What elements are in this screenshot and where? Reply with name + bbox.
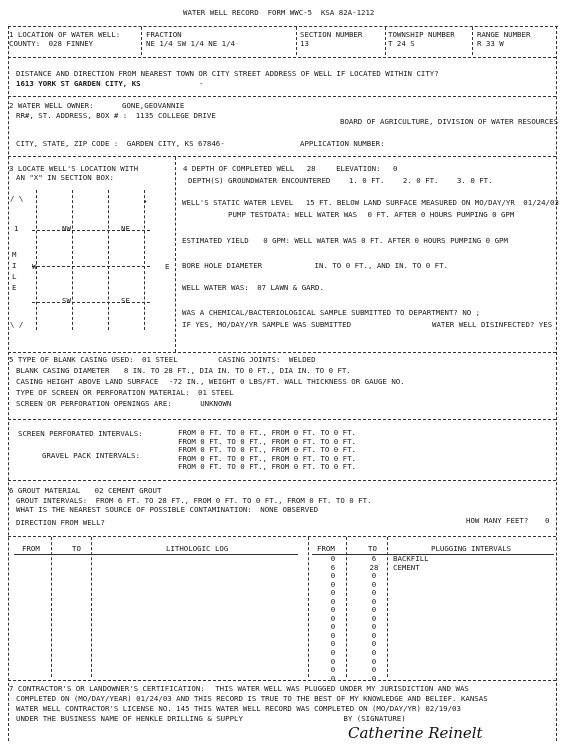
city-line xyxy=(16,140,225,149)
openings-label: SCREEN OR PERFORATION OPENINGS ARE: xyxy=(16,399,172,408)
plug-to-header: TO xyxy=(368,544,377,553)
plug-to-cell: 0 xyxy=(371,588,377,598)
sample-question-2: IF YES, MO/DAY/YR SAMPLE WAS SUBMITTED xyxy=(182,320,352,329)
owner-line xyxy=(9,102,184,111)
pump-label: PUMP TESTDATA: WELL WATER WAS xyxy=(228,210,358,219)
s7-top-rule xyxy=(8,680,556,681)
pump-line xyxy=(228,211,514,220)
quadrant-nw: NW xyxy=(62,224,71,233)
plug-to-cell: 0 xyxy=(371,579,377,589)
address-label: RR#, ST. ADDRESS, BOX # : xyxy=(16,111,128,120)
by-signature-label: BY (SIGNATURE) xyxy=(343,714,406,723)
plug-desc-cell: BACKFILL xyxy=(393,554,429,563)
plugging-header: PLUGGING INTERVALS xyxy=(431,544,512,553)
groundwater-1: 1. 0 FT. xyxy=(348,176,385,185)
how-many-value: 0 xyxy=(545,516,550,525)
joints-label: CASING JOINTS: xyxy=(218,355,281,364)
s6-top-rule xyxy=(8,480,556,481)
screen-type-label: TYPE OF SCREEN OR PERFORATION MATERIAL: xyxy=(16,388,190,397)
section-value: 13 xyxy=(300,39,309,48)
plug-from-cell: 0 xyxy=(330,630,336,640)
township-value: T 24 S xyxy=(388,39,415,48)
diameter-label: BLANK CASING DIAMETER xyxy=(16,366,110,375)
disinfected-text: WATER WELL DISINFECTED? YES xyxy=(432,320,553,329)
section-label: SECTION NUMBER xyxy=(300,30,363,39)
completed-line: COMPLETED ON (MO/DAY/YEAR) 01/24/03 AND THIS RECORD IS TRUE TO THE BEST OF MY KNOWLEDGE AND BELIEF. KANSAS xyxy=(16,694,488,703)
used-line xyxy=(182,284,324,293)
grid-h3 xyxy=(32,302,150,303)
bore-label: BORE HOLE DIAMETER xyxy=(182,261,263,270)
compass-w: W xyxy=(32,262,37,271)
contamination-line xyxy=(16,506,318,515)
joints-value: WELDED xyxy=(288,355,316,364)
cert-text: THIS WATER WELL WAS PLUGGED UNDER MY JURISDICTION AND WAS xyxy=(215,684,469,693)
form-title-text: WATER WELL RECORD xyxy=(183,8,259,17)
range-label: RANGE NUMBER xyxy=(477,30,531,39)
casing-type-line xyxy=(9,356,316,365)
county-value: 028 FINNEY xyxy=(48,39,94,48)
depth-line xyxy=(183,165,397,174)
log-col-2 xyxy=(91,537,92,677)
locate-box-divider xyxy=(175,157,176,352)
plug-from-cell: 0 xyxy=(330,588,336,598)
screen-type-line xyxy=(16,389,234,398)
grid-corner-tl: / \ xyxy=(10,194,24,203)
casing-type-value: 01 STEEL xyxy=(142,355,178,364)
plug-to-cell: 0 xyxy=(371,622,377,632)
plug-from-cell: 0 xyxy=(330,596,336,606)
contamination-value: NONE OBSERVED xyxy=(260,505,319,514)
openings-line xyxy=(16,400,231,409)
s3-top-rule xyxy=(8,156,556,157)
grid-h1 xyxy=(32,230,150,231)
contamination-label: WHAT IS THE NEAREST SOURCE OF POSSIBLE CONTAMINATION: xyxy=(16,505,252,514)
distance-label: DISTANCE AND DIRECTION FROM NEAREST TOWN OR CITY STREET ADDRESS OF WELL IF LOCATED WITHIN CITY? xyxy=(16,69,439,78)
plug-to-cell: 0 xyxy=(371,639,377,649)
fraction-value: NE 1/4 SW 1/4 NE 1/4 xyxy=(146,39,235,48)
mile-e: E xyxy=(12,283,17,292)
plug-to-column xyxy=(366,555,382,683)
s1-divider-1 xyxy=(141,27,142,55)
plug-from-cell: 0 xyxy=(330,656,336,666)
plug-from-cell: 0 xyxy=(330,571,336,581)
grid-v4 xyxy=(143,190,148,330)
interval-rows xyxy=(178,429,356,472)
plug-from-cell: 0 xyxy=(330,648,336,658)
intervals-rule xyxy=(8,419,556,420)
interval-row: FROM 0 FT. TO 0 FT., FROM 0 FT. TO 0 FT. xyxy=(178,428,356,437)
plug-from-column xyxy=(327,555,339,683)
owner-label: 2 WATER WELL OWNER: xyxy=(9,101,94,110)
quadrant-sw: SW xyxy=(62,296,71,305)
interval-row: FROM 0 FT. TO 0 FT., FROM 0 FT. TO 0 FT. xyxy=(178,445,356,455)
business-line xyxy=(16,715,406,724)
grid-dot: • xyxy=(143,197,148,206)
diameter-value: 8 IN. TO 28 FT., DIA IN. TO 0 FT., DIA IN. TO 0 FT. xyxy=(123,366,351,375)
locate-label: 3 LOCATE WELL'S LOCATION WITH xyxy=(9,164,139,173)
county-line xyxy=(9,40,93,49)
log-col-1 xyxy=(51,537,52,677)
license-line: WATER WELL CONTRACTOR'S LICENSE NO. 145 THIS WATER WELL RECORD WAS COMPLETED ON (MO/DAY/YR) 02/19/03 xyxy=(16,704,461,713)
mile-i: I xyxy=(12,261,17,270)
s5-top-rule xyxy=(8,352,556,353)
signature: Catherine Reinelt xyxy=(348,724,483,742)
application-label: APPLICATION NUMBER: xyxy=(300,139,385,148)
lithologic-header: LITHOLOGIC LOG xyxy=(166,544,229,553)
section-grid xyxy=(14,190,174,342)
yield-value: 0 GPM: WELL WATER WAS 0 FT. AFTER 0 HOURS PUMPING 0 GPM xyxy=(263,236,508,245)
height-value: -72 IN., WEIGHT 0 LBS/FT. WALL THICKNESS OR GAUGE NO. xyxy=(168,377,405,386)
plug-to-cell: 0 xyxy=(371,571,377,581)
s2-top-rule xyxy=(8,96,556,97)
grid-one: 1 xyxy=(14,224,19,233)
township-label: TOWNSHIP NUMBER xyxy=(388,30,455,39)
plug-from-cell: 0 xyxy=(330,639,336,649)
city-label: CITY, STATE, ZIP CODE : xyxy=(16,139,119,148)
diameter-line xyxy=(16,367,351,376)
mile-m: M xyxy=(12,250,17,259)
mile-l: L xyxy=(12,272,17,281)
location-label: 1 LOCATION OF WATER WELL: xyxy=(9,30,121,39)
compass-e: E xyxy=(165,262,170,271)
plug-from-cell: 0 xyxy=(330,613,336,623)
fraction-label: FRACTION xyxy=(146,30,182,39)
sample-question: WAS A CHEMICAL/BACTERIOLOGICAL SAMPLE SUBMITTED TO DEPARTMENT? NO ; xyxy=(182,308,481,317)
log-to-header: TO xyxy=(72,544,81,553)
log-col-3 xyxy=(308,537,309,677)
plug-to-cell: 28 xyxy=(369,562,379,572)
height-label: CASING HEIGHT ABOVE LAND SURFACE xyxy=(16,377,159,386)
grout-label: 6 GROUT MATERIAL xyxy=(9,486,81,495)
casing-type-label: 5 TYPE OF BLANK CASING USED: xyxy=(9,355,134,364)
quadrant-se: SE xyxy=(121,296,130,305)
plug-desc-column xyxy=(393,555,429,572)
owner-value: GONE,GEOVANNIE xyxy=(122,101,185,110)
range-value: R 33 W xyxy=(477,39,504,48)
elevation-value: 0 xyxy=(393,164,398,173)
screen-intervals-label: SCREEN PERFORATED INTERVALS: xyxy=(18,429,143,438)
grout-intervals-value: FROM 6 FT. TO 28 FT., FROM 0 FT. TO 0 FT., FROM 0 FT. TO 0 FT. xyxy=(95,496,372,505)
groundwater-line xyxy=(188,177,493,186)
used-value: 07 LAWN & GARD. xyxy=(257,283,324,292)
bore-line xyxy=(182,262,448,271)
plug-from-cell: 0 xyxy=(330,622,336,632)
form-title xyxy=(183,9,374,18)
used-label: WELL WATER WAS: xyxy=(182,283,249,292)
depth-value: 28 xyxy=(306,164,316,173)
gravel-label: GRAVEL PACK INTERVALS: xyxy=(42,451,140,460)
direction-label: DIRECTION FROM WELL? xyxy=(16,518,105,527)
interval-row: FROM 0 FT. TO 0 FT., FROM 0 FT. TO 0 FT. xyxy=(178,462,356,472)
interval-row: FROM 0 FT. TO 0 FT., FROM 0 FT. TO 0 FT. xyxy=(178,436,356,446)
groundwater-label: DEPTH(S) GROUNDWATER ENCOUNTERED xyxy=(188,176,331,185)
s1-divider-3 xyxy=(385,27,386,55)
top-border xyxy=(8,26,558,27)
s1-divider-2 xyxy=(296,27,297,55)
log-col-4 xyxy=(346,537,347,677)
log-header-rule-right xyxy=(312,554,554,555)
log-header-rule-left xyxy=(14,554,298,555)
grout-value: 02 CEMENT GROUT xyxy=(94,486,162,495)
cert-label: 7 CONTRACTOR'S OR LANDOWNER'S CERTIFICATION: xyxy=(9,684,205,693)
screen-type-value: 01 STEEL xyxy=(198,388,234,397)
grid-v3 xyxy=(108,190,109,330)
static-line xyxy=(182,199,559,208)
yield-line xyxy=(182,237,508,246)
form-number: FORM WWC-5 xyxy=(267,8,313,17)
s1-rule xyxy=(8,57,556,58)
plug-from-cell: 0 xyxy=(330,665,336,675)
plug-to-cell: 0 xyxy=(371,613,377,623)
plug-to-cell: 0 xyxy=(371,648,377,658)
address-value: 1135 COLLEGE DRIVE xyxy=(135,111,216,120)
plug-from-cell: 0 xyxy=(330,673,336,683)
grid-v1 xyxy=(36,190,37,330)
right-border xyxy=(556,26,557,741)
address-line xyxy=(16,112,216,121)
static-value: 15 FT. BELOW LAND SURFACE MEASURED ON MO/DAY/YR xyxy=(305,198,515,207)
plug-to-cell: 0 xyxy=(371,596,377,606)
form-statute: KSA 82A-1212 xyxy=(320,8,375,17)
elevation-label: ELEVATION: xyxy=(336,164,381,173)
plug-to-cell: 0 xyxy=(371,665,377,675)
height-line xyxy=(16,378,405,387)
grout-line xyxy=(9,487,161,496)
left-border xyxy=(8,26,9,741)
locate-label-2: AN "X" IN SECTION BOX: xyxy=(16,173,114,182)
yield-label: ESTIMATED YIELD xyxy=(182,236,249,245)
how-many-label: HOW MANY FEET? xyxy=(466,516,529,525)
pump-value: 0 FT. AFTER 0 HOURS PUMPING 0 GPM xyxy=(367,210,515,219)
plug-desc-cell: CEMENT xyxy=(393,562,420,572)
plug-to-cell: 0 xyxy=(371,605,377,615)
openings-value: UNKNOWN xyxy=(200,399,232,408)
county-label: COUNTY: xyxy=(9,39,41,48)
log-from-header: FROM xyxy=(22,544,40,553)
plug-from-cell: 0 xyxy=(330,605,336,615)
plug-from-header: FROM xyxy=(317,544,335,553)
cert-line xyxy=(9,685,469,694)
bore-value: IN. TO 0 FT., AND IN. TO 0 FT. xyxy=(314,261,449,270)
static-label: WELL'S STATIC WATER LEVEL xyxy=(182,198,294,207)
plug-to-cell: 0 xyxy=(371,630,377,640)
plug-to-cell: 6 xyxy=(371,554,377,563)
mile-label xyxy=(12,249,16,293)
interval-row: FROM 0 FT. TO 0 FT., FROM 0 FT. TO 0 FT. xyxy=(178,453,356,463)
quadrant-ne: NE xyxy=(121,224,130,233)
plug-from-cell: 0 xyxy=(330,579,336,589)
distance-value: 1613 YORK ST GARDEN CITY, KS xyxy=(16,79,141,88)
groundwater-2: 2. 0 FT. xyxy=(402,176,439,185)
grid-h2 xyxy=(32,266,150,267)
plug-from-cell: 0 xyxy=(330,554,336,563)
city-value: GARDEN CITY, KS 67846- xyxy=(126,139,225,148)
static-date: 01/24/03 xyxy=(523,198,559,207)
depth-label: 4 DEPTH OF COMPLETED WELL xyxy=(183,164,295,173)
grout-intervals-label: GROUT INTERVALS: xyxy=(16,496,88,505)
business-text: UNDER THE BUSINESS NAME OF HENKLE DRILLING & SUPPLY xyxy=(16,714,243,723)
board-text: BOARD OF AGRICULTURE, DIVISION OF WATER RESOURCES xyxy=(340,117,559,126)
plug-to-cell: 0 xyxy=(371,656,377,666)
groundwater-3: 3. 0 FT. xyxy=(456,176,493,185)
s1-divider-4 xyxy=(472,27,473,55)
plug-to-cell: 0 xyxy=(371,673,377,683)
log-col-5 xyxy=(387,537,388,677)
grid-corner-bl: \ / xyxy=(10,320,24,329)
grid-v2 xyxy=(72,190,73,330)
distance-dash: - xyxy=(199,79,204,88)
plug-from-cell: 6 xyxy=(330,562,336,572)
